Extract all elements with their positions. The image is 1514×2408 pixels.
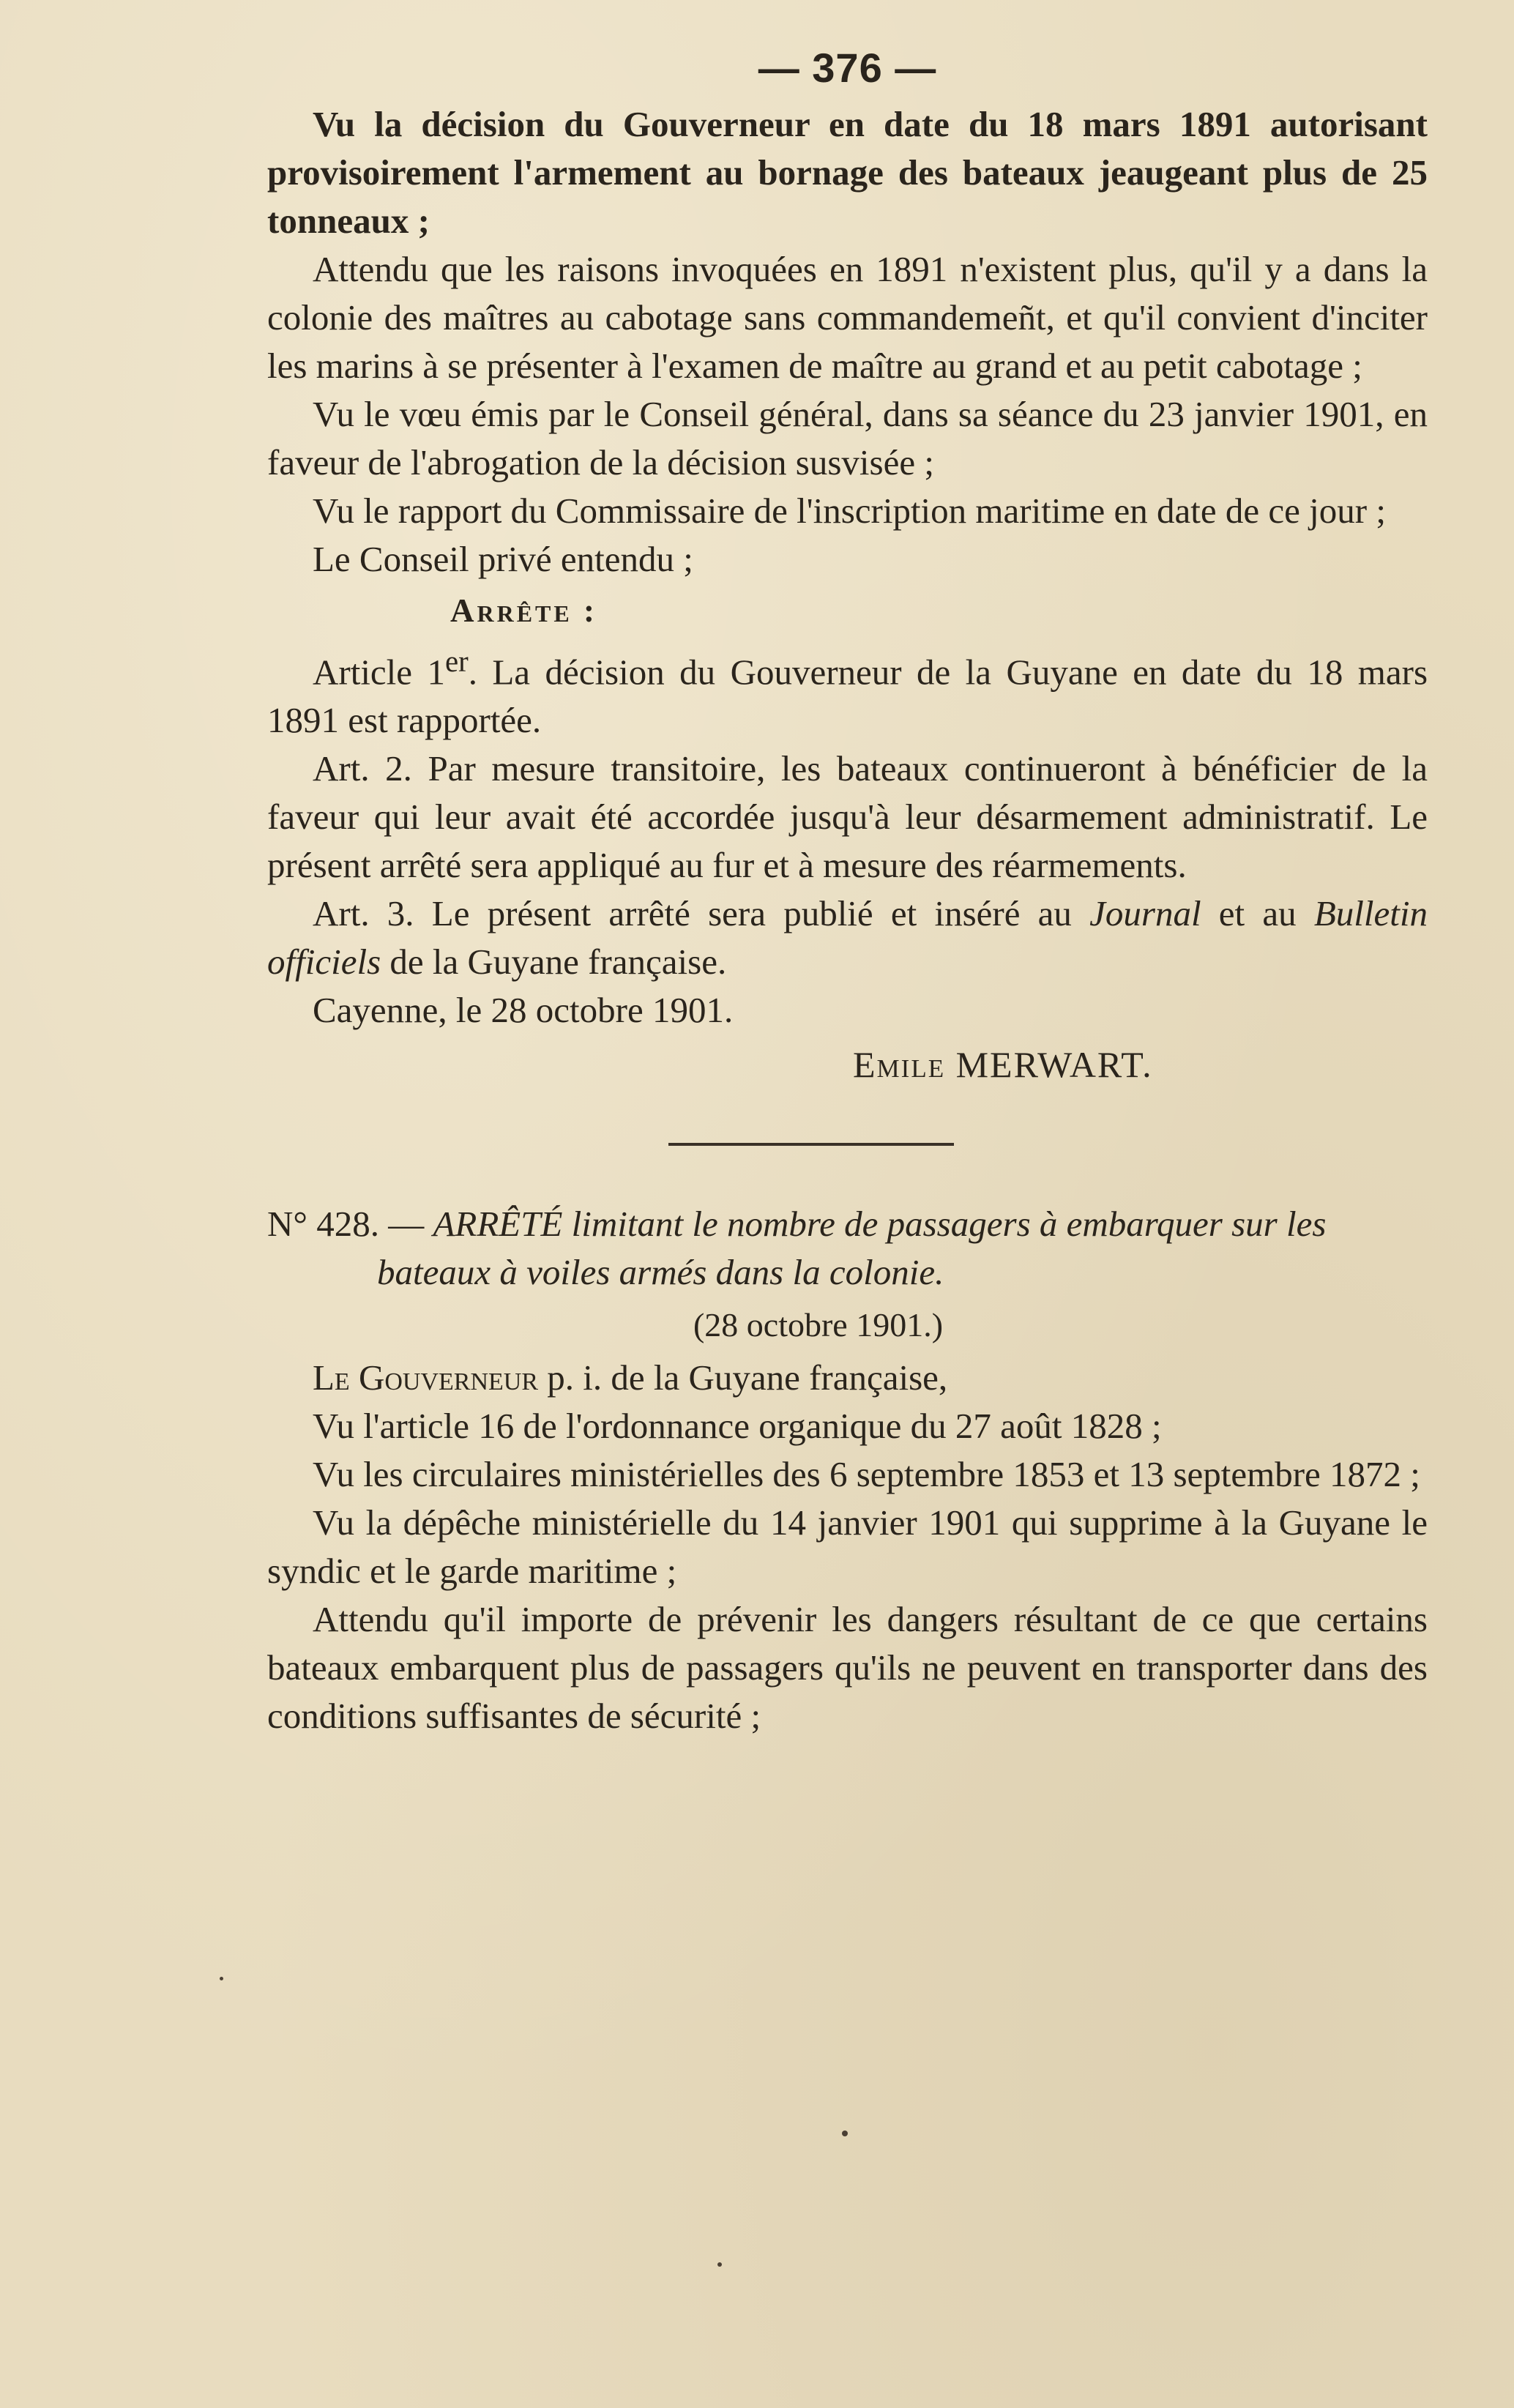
article-2-label: Art. 2. xyxy=(313,748,412,789)
gouverneur-title: Le Gouverneur xyxy=(313,1357,538,1398)
article-3-text-middle: et au xyxy=(1201,893,1314,934)
article-1-superscript: er xyxy=(444,645,469,678)
paragraph-vu-voeu: Vu le vœu émis par le Conseil général, dans sa séance du 23 janvier 1901, en faveur de l'abrogation de la décision susvisée ; xyxy=(267,394,1428,482)
signature-first-name: Emile xyxy=(853,1044,946,1086)
paragraph-vu-article-16: Vu l'article 16 de l'ordonnance organique du 27 août 1828 ; xyxy=(313,1406,1162,1447)
arrete-title-word: ARRÊTÉ xyxy=(433,1204,563,1245)
paper-speck xyxy=(717,2262,722,2267)
article-3-label: Art. 3. xyxy=(313,893,414,934)
paragraph-attendu-raisons: Attendu que les raisons invoquées en 1891 n'existent plus, qu'il y a dans la colonie des maîtres au cabotage sans commandemeñt, et qu'il convient d'inciter les marins à se présenter à l'examen de maître au grand et au petit cabotage ; xyxy=(267,249,1428,386)
article-3 xyxy=(267,890,1428,986)
arrete-number: N° 428. — xyxy=(267,1204,433,1245)
paragraph-vu-circulaires: Vu les circulaires ministérielles des 6 septembre 1853 et 13 septembre 1872 ; xyxy=(313,1454,1420,1495)
paragraph-vu-depeche: Vu la dépêche ministérielle du 14 janvier 1901 qui supprime à la Guyane le syndic et le garde maritime ; xyxy=(267,1502,1428,1592)
article-1 xyxy=(267,638,1428,745)
article-1-label: Article 1 xyxy=(313,652,445,693)
paper-speck xyxy=(842,2131,848,2136)
paragraph-attendu-dangers: Attendu qu'il importe de prévenir les dangers résultant de ce que certains bateaux embarquent plus de passagers qu'ils ne peuvent en transporter dans des conditions suffisantes de sécurité ; xyxy=(267,1599,1428,1737)
article-3-text-after: de la Guyane française. xyxy=(381,942,727,983)
gouverneur-line xyxy=(267,1354,1428,1402)
article-2-text: Par mesure transitoire, les bateaux continueront à bénéficier de la faveur qui leur avait été accordée jusqu'à leur désarmement administratif. Le présent arrêté sera appliqué au fur et à mesure des réarmements. xyxy=(267,748,1428,886)
signature-last-name: MERWART. xyxy=(955,1044,1153,1086)
document-page xyxy=(267,44,1428,1740)
paragraph-vu-decision: Vu la décision du Gouverneur en date du 18 mars 1891 autorisant provisoirement l'armement au bornage des bateaux jeaugeant plus de 25 tonneaux ; xyxy=(267,104,1428,241)
page-number: — 376 — xyxy=(758,45,937,91)
signature xyxy=(267,1040,1428,1089)
arrete-title xyxy=(267,1200,1428,1297)
arrete-date: (28 octobre 1901.) xyxy=(693,1306,944,1344)
paragraph-vu-rapport: Vu le rapport du Commissaire de l'inscription maritime en date de ce jour ; xyxy=(313,491,1386,531)
article-2 xyxy=(267,745,1428,890)
paragraph-conseil-prive: Le Conseil privé entendu ; xyxy=(313,539,693,579)
gouverneur-rest: p. i. de la Guyane française, xyxy=(538,1357,948,1398)
article-3-journal: Journal xyxy=(1089,893,1201,934)
article-3-text-before: Le présent arrêté sera publié et inséré au xyxy=(414,893,1090,934)
article-3-bulletin: Bulletin officiels xyxy=(267,893,1428,983)
section-divider xyxy=(668,1143,954,1146)
date-line: Cayenne, le 28 octobre 1901. xyxy=(313,990,734,1031)
article-1-text: . La décision du Gouverneur de la Guyane en date du 18 mars 1891 est rapportée. xyxy=(267,652,1428,741)
paper-speck xyxy=(220,1977,223,1980)
arrete-heading: Arrête : xyxy=(450,592,597,629)
arrete-title-rest: limitant le nombre de passagers à embarquer sur les bateaux à voiles armés dans la colonie. xyxy=(377,1204,1327,1293)
